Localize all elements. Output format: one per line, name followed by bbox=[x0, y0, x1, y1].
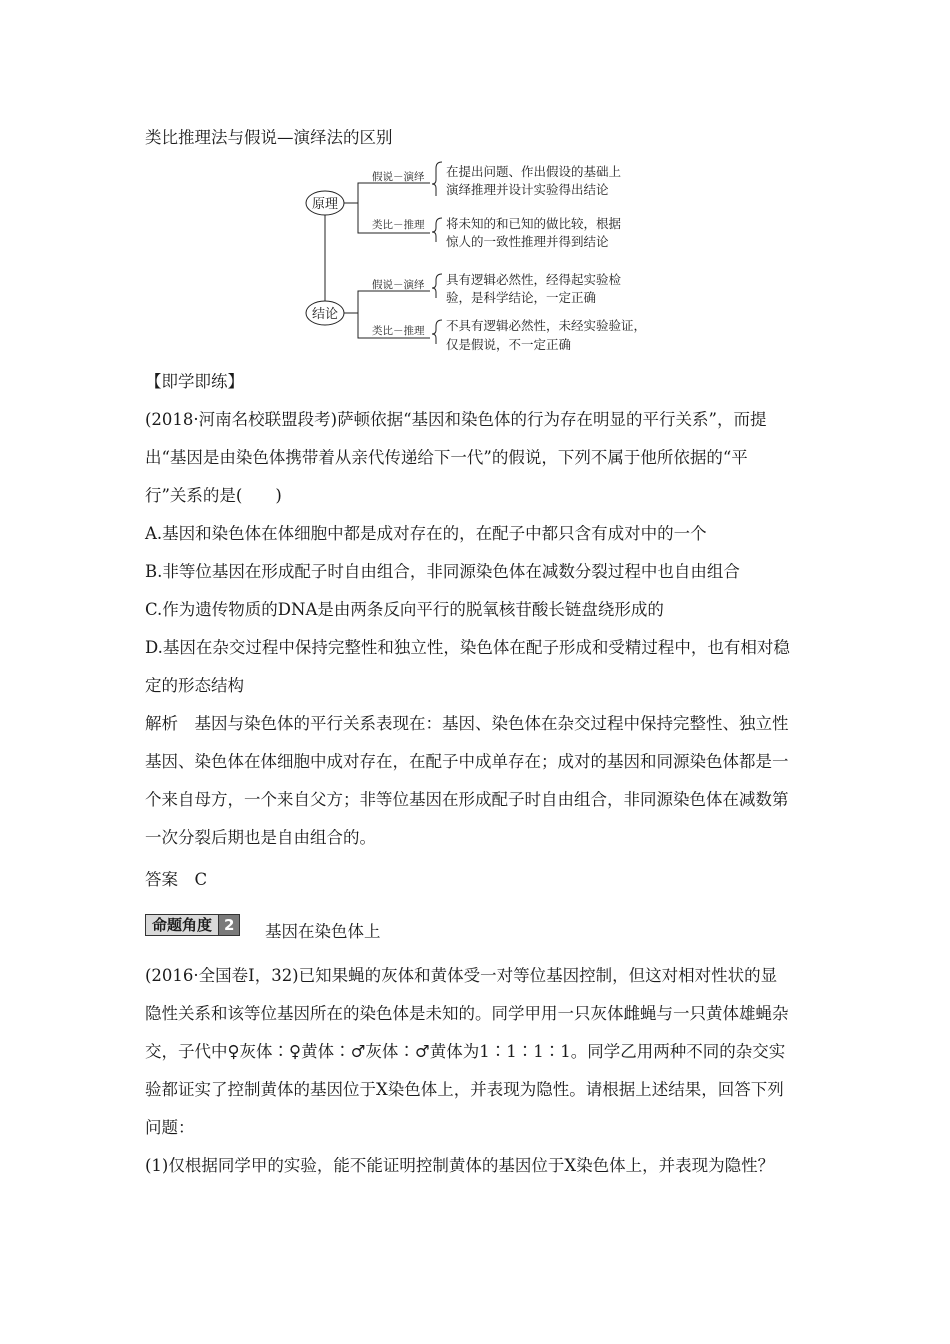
conclusion-an-text-2: 仅是假说，不一定正确 bbox=[446, 337, 572, 352]
q1-analysis-2: 基因、染色体在体细胞中成对存在，在配子中成单存在；成对的基因和同源染色体都是一 bbox=[145, 752, 789, 771]
conclusion-node: 结论 bbox=[311, 307, 339, 322]
q1-stem-1: (2018·河南名校联盟段考)萨顿依据“基因和染色体的行为存在明显的平行关系”，而提 bbox=[145, 410, 767, 429]
q1-option-b: B.非等位基因在形成配子时自由组合，非同源染色体在减数分裂过程中也自由组合 bbox=[145, 562, 740, 581]
bracket-3 bbox=[432, 274, 442, 298]
practice-header: 【即学即练】 bbox=[145, 372, 244, 391]
comparison-tree bbox=[300, 158, 660, 358]
q1-analysis-1: 解析 基因与染色体的平行关系表现在：基因、染色体在杂交过程中保持完整性、独立性 bbox=[145, 714, 789, 733]
q1-option-c: C.作为遗传物质的DNA是由两条反向平行的脱氧核苷酸长链盘绕形成的 bbox=[145, 600, 664, 619]
q1-answer: 答案 C bbox=[145, 870, 208, 889]
q1-option-a: A.基因和染色体在体细胞中都是成对存在的，在配子中都只含有成对中的一个 bbox=[145, 524, 707, 543]
branch-an-principle: 类比－推理 bbox=[372, 219, 425, 231]
q2-stem-3: 交，子代中♀灰体∶♀黄体∶♂灰体∶♂黄体为1∶1∶1∶1。同学乙用两种不同的杂交实 bbox=[145, 1042, 786, 1061]
q2-sub-question-1: (1)仅根据同学甲的实验，能不能证明控制黄体的基因位于X染色体上，并表现为隐性？ bbox=[145, 1156, 775, 1175]
q2-stem-2: 隐性关系和该等位基因所在的染色体是未知的。同学甲用一只灰体雌蝇与一只黄体雄蝇杂 bbox=[145, 1004, 789, 1023]
principle-hd-text-2: 演绎推理并设计实验得出结论 bbox=[446, 182, 609, 197]
conclusion-branch-hd bbox=[344, 291, 430, 313]
conclusion-hd-text-2: 验，是科学结论，一定正确 bbox=[446, 290, 597, 305]
branch-hd-principle: 假说－演绎 bbox=[372, 171, 425, 183]
q1-option-d-2: 定的形态结构 bbox=[145, 676, 244, 695]
conclusion-an-text-1: 不具有逻辑必然性，未经实验验证， bbox=[446, 318, 647, 333]
branch-an-conclusion: 类比－推理 bbox=[372, 325, 425, 337]
section-heading: 类比推理法与假说—演绎法的区别 bbox=[145, 128, 393, 147]
q1-option-d-1: D.基因在杂交过程中保持完整性和独立性，染色体在配子形成和受精过程中，也有相对稳 bbox=[145, 638, 790, 657]
q1-analysis-4: 一次分裂后期也是自由组合的。 bbox=[145, 828, 376, 847]
q2-stem-4: 验都证实了控制黄体的基因位于X染色体上，并表现为隐性。请根据上述结果，回答下列 bbox=[145, 1080, 784, 1099]
section-badge-number: 2 bbox=[219, 914, 240, 936]
q1-stem-2: 出“基因是由染色体携带着从亲代传递给下一代”的假说，下列不属于他所依据的“平 bbox=[145, 448, 748, 467]
bracket-4 bbox=[432, 320, 442, 344]
bracket-2 bbox=[432, 218, 442, 242]
section-badge bbox=[145, 914, 240, 936]
conclusion-hd-text-1: 具有逻辑必然性，经得起实验检 bbox=[446, 272, 622, 287]
q1-stem-3: 行”关系的是( ) bbox=[145, 486, 282, 505]
principle-an-text-2: 惊人的一致性推理并得到结论 bbox=[446, 234, 609, 249]
principle-an-text-1: 将未知的和已知的做比较，根据 bbox=[446, 216, 622, 231]
comparison-diagram bbox=[300, 158, 660, 358]
principle-node: 原理 bbox=[311, 197, 339, 212]
principle-hd-text-1: 在提出问题、作出假设的基础上 bbox=[446, 164, 622, 179]
branch-hd-conclusion: 假说－演绎 bbox=[372, 279, 425, 291]
q2-stem-1: (2016·全国卷Ⅰ，32)已知果蝇的灰体和黄体受一对等位基因控制，但这对相对性状的显 bbox=[145, 966, 778, 985]
q2-stem-5: 问题： bbox=[145, 1118, 195, 1137]
section-badge-label: 命题角度 bbox=[145, 914, 219, 936]
principle-branch-hd bbox=[344, 183, 430, 203]
bracket-1 bbox=[432, 162, 442, 196]
section-title: 基因在染色体上 bbox=[265, 922, 381, 941]
q1-analysis-3: 个来自母方，一个来自父方；非等位基因在形成配子时自由组合，非同源染色体在减数第 bbox=[145, 790, 789, 809]
